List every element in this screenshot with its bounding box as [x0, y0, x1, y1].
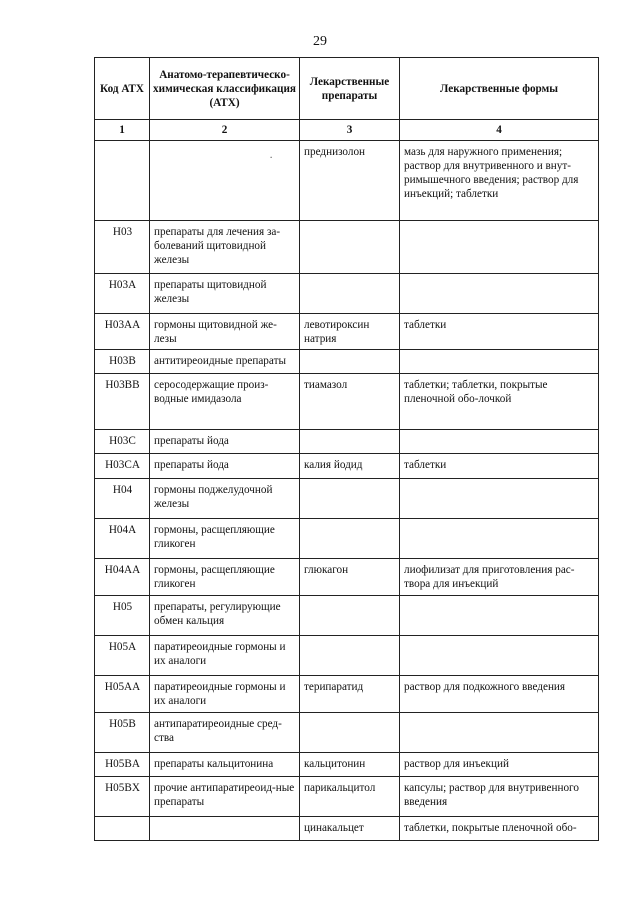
table-row [95, 454, 599, 479]
dosage-form-cell: раствор для подкожного введения [400, 676, 599, 713]
page-number: 29 [313, 34, 327, 49]
atx-class-cell: гормоны щитовидной же-лезы [150, 314, 300, 350]
drug-cell [300, 519, 400, 559]
atx-code-cell: H04 [95, 479, 150, 519]
atx-class-cell: антипаратиреоидные сред-ства [150, 713, 300, 753]
table-row [95, 221, 599, 274]
table-row [95, 274, 599, 314]
drug-cell [300, 636, 400, 676]
table-row [95, 713, 599, 753]
dosage-form-cell: таблетки [400, 314, 599, 350]
drug-cell [300, 596, 400, 636]
atx-code-cell: H03A [95, 274, 150, 314]
dosage-form-cell [400, 596, 599, 636]
drug-cell [300, 430, 400, 454]
dosage-form-cell [400, 519, 599, 559]
atx-code-cell: H05A [95, 636, 150, 676]
dosage-form-cell [400, 350, 599, 374]
column-number: 4 [400, 120, 599, 141]
dosage-form-cell: лиофилизат для приготовления рас-твора для инъекций [400, 559, 599, 596]
dosage-form-cell: капсулы; раствор для внутривенного введения [400, 777, 599, 817]
atx-code-cell: H05AA [95, 676, 150, 713]
atx-class-cell: гормоны, расщепляющие гликоген [150, 519, 300, 559]
drug-cell: терипаратид [300, 676, 400, 713]
atx-code-cell: H04A [95, 519, 150, 559]
atx-class-cell: препараты для лечения за-болеваний щитовидной железы [150, 221, 300, 274]
table-row [95, 350, 599, 374]
dosage-form-cell [400, 221, 599, 274]
table-row [95, 479, 599, 519]
table-row [95, 636, 599, 676]
drug-cell: тиамазол [300, 374, 400, 430]
header-atx-classification: Анатомо-терапевтическо-химическая классификация (АТХ) [150, 58, 300, 120]
drug-cell: калия йодид [300, 454, 400, 479]
dosage-form-cell [400, 430, 599, 454]
atx-code-cell: H04AA [95, 559, 150, 596]
drug-cell [300, 479, 400, 519]
atx-class-cell: гормоны поджелудочной железы [150, 479, 300, 519]
drug-cell [300, 713, 400, 753]
column-number: 2 [150, 120, 300, 141]
drug-cell [300, 221, 400, 274]
atx-class-cell: препараты йода [150, 454, 300, 479]
drug-cell: парикальцитол [300, 777, 400, 817]
atx-class-cell: серосодержащие произ-водные имидазола [150, 374, 300, 430]
drug-cell: левотироксин натрия [300, 314, 400, 350]
column-number: 3 [300, 120, 400, 141]
drug-cell: цинакальцет [300, 817, 400, 841]
table-row [95, 777, 599, 817]
table-row [95, 559, 599, 596]
dosage-form-cell: таблетки, покрытые пленочной обо- [400, 817, 599, 841]
table-row [95, 676, 599, 713]
atx-code-cell: H03C [95, 430, 150, 454]
dosage-form-cell: таблетки; таблетки, покрытые пленочной обо-лочкой [400, 374, 599, 430]
table-row [95, 374, 599, 430]
atx-code-cell: H05BA [95, 753, 150, 777]
table-row [95, 753, 599, 777]
table-row [95, 596, 599, 636]
dosage-form-cell: мазь для наружного применения; раствор для внутривенного и внут-римышечного введения; раствор для инъекций; таблетки [400, 141, 599, 221]
dosage-form-cell [400, 636, 599, 676]
atx-class-cell: паратиреоидные гормоны и их аналоги [150, 676, 300, 713]
atx-class-cell: гормоны, расщепляющие гликоген [150, 559, 300, 596]
table-row [95, 817, 599, 841]
column-number-row [95, 120, 599, 141]
atx-class-cell [150, 817, 300, 841]
drug-cell: кальцитонин [300, 753, 400, 777]
atx-class-cell: препараты йода [150, 430, 300, 454]
atx-code-cell: H03 [95, 221, 150, 274]
atx-code-cell: H03AA [95, 314, 150, 350]
header-atx-code: Код АТХ [95, 58, 150, 120]
header-drugs: Лекарственные препараты [300, 58, 400, 120]
atx-code-cell [95, 141, 150, 221]
atx-code-cell [95, 817, 150, 841]
dosage-form-cell [400, 713, 599, 753]
atx-class-cell: препараты, регулирующие обмен кальция [150, 596, 300, 636]
scan-dot: · [269, 152, 273, 164]
drug-cell [300, 350, 400, 374]
dosage-form-cell: таблетки [400, 454, 599, 479]
atx-code-cell: H03BB [95, 374, 150, 430]
atx-class-cell: препараты кальцитонина [150, 753, 300, 777]
table-header-row [95, 58, 599, 120]
column-number: 1 [95, 120, 150, 141]
atx-class-cell: антитиреоидные препараты [150, 350, 300, 374]
atx-class-cell: паратиреоидные гормоны и их аналоги [150, 636, 300, 676]
atx-code-cell: H05 [95, 596, 150, 636]
dosage-form-cell: раствор для инъекций [400, 753, 599, 777]
drug-cell: глюкагон [300, 559, 400, 596]
header-dosage-forms: Лекарственные формы [400, 58, 599, 120]
drug-cell: преднизолон [300, 141, 400, 221]
atx-class-cell [150, 141, 300, 221]
atx-code-cell: H05BX [95, 777, 150, 817]
atx-drug-table [94, 57, 599, 841]
table-row [95, 430, 599, 454]
atx-code-cell: H03CA [95, 454, 150, 479]
atx-class-cell: препараты щитовидной железы [150, 274, 300, 314]
dosage-form-cell [400, 274, 599, 314]
table-row [95, 519, 599, 559]
drug-cell [300, 274, 400, 314]
dosage-form-cell [400, 479, 599, 519]
table-row [95, 314, 599, 350]
atx-class-cell: прочие антипаратиреоид-ные препараты [150, 777, 300, 817]
atx-code-cell: H05B [95, 713, 150, 753]
table-row [95, 141, 599, 221]
atx-code-cell: H03B [95, 350, 150, 374]
